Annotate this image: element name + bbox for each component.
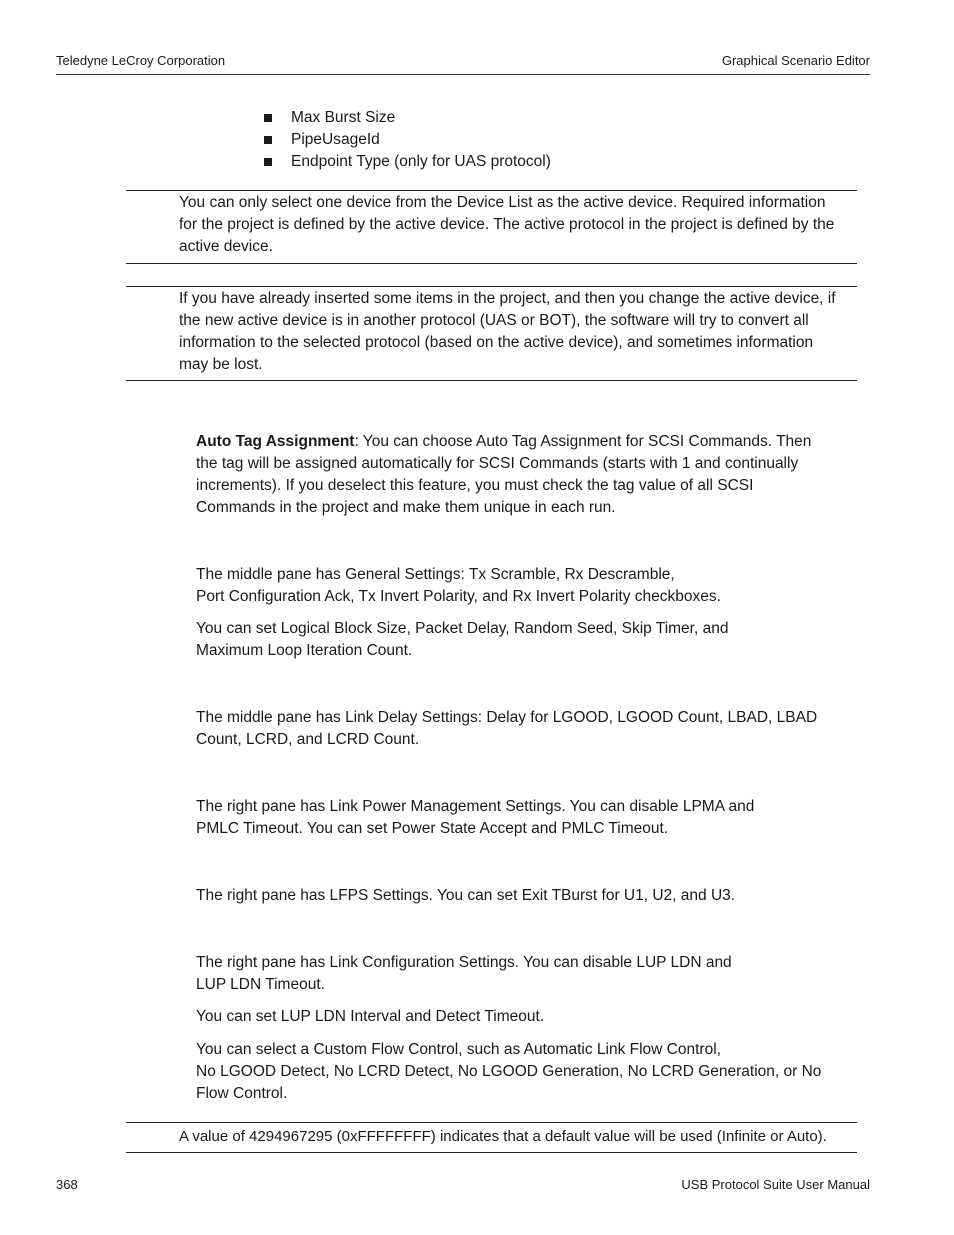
lup-ldn-paragraph: You can set LUP LDN Interval and Detect Timeout.: [196, 1008, 545, 1025]
link-delay-paragraph: The middle pane has Link Delay Settings: Delay for LGOOD, LGOOD Count, LBAD, LBAD Count, LCRD, and LCRD Count.: [196, 709, 818, 748]
auto-tag-paragraph: Auto Tag Assignment: You can choose Auto Tag Assignment for SCSI Commands. Then the tag will be assigned automatically for SCSI Commands (starts with 1 and continually increments). If you deselect this feature, you must check the tag value of all SCSI Commands in the project and make them unique in each run.: [196, 433, 812, 516]
logical-block-paragraph: You can set Logical Block Size, Packet Delay, Random Seed, Skip Timer, and Maximum Loop Iteration Count.: [196, 620, 729, 659]
general-settings-paragraph: The middle pane has General Settings: Tx Scramble, Rx Descramble, Port Configuration Ack, Tx Invert Polarity, and Rx Invert Polarity checkboxes.: [196, 566, 721, 605]
footer-manual-title: USB Protocol Suite User Manual: [681, 1177, 870, 1192]
list-item: Endpoint Type (only for UAS protocol): [264, 151, 551, 173]
list-item: Max Burst Size: [264, 107, 551, 129]
note-active-device: You can only select one device from the Device List as the active device. Required information for the project is defined by the active device. The active protocol in the project is defined by the active device.: [179, 194, 835, 255]
header-divider: [56, 74, 870, 75]
note-top-rule: [126, 286, 857, 287]
list-item: PipeUsageId: [264, 129, 551, 151]
note-bottom-rule: [126, 263, 857, 264]
header-section-title: Graphical Scenario Editor: [721, 53, 870, 68]
lfps-paragraph: The right pane has LFPS Settings. You can set Exit TBurst for U1, U2, and U3.: [196, 887, 736, 904]
link-config-paragraph: The right pane has Link Configuration Settings. You can disable LUP LDN and LUP LDN Timeout.: [196, 954, 732, 993]
bullet-list: [264, 107, 551, 173]
note-protocol-change: If you have already inserted some items in the project, and then you change the active device, if the new active device is in another protocol (UAS or BOT), the software will try to convert all information to the selected protocol (based on the active device), and sometimes information may be lost.: [179, 290, 836, 373]
square-bullet-icon: [264, 114, 272, 122]
flow-control-paragraph: You can select a Custom Flow Control, such as Automatic Link Flow Control, No LGOOD Detect, No LCRD Detect, No LGOOD Generation, No LCRD Generation, or No Flow Control.: [196, 1041, 822, 1102]
note-default-value: A value of 4294967295 (0xFFFFFFFF) indicates that a default value will be used (Infinite or Auto).: [179, 1128, 827, 1145]
square-bullet-icon: [264, 136, 272, 144]
page-number: 368: [56, 1177, 78, 1192]
header-company: Teledyne LeCroy Corporation: [56, 53, 226, 68]
auto-tag-term: Auto Tag Assignment: [196, 433, 355, 450]
note-bottom-rule: [126, 1152, 857, 1153]
note-top-rule: [126, 190, 857, 191]
square-bullet-icon: [264, 158, 272, 166]
note-top-rule: [126, 1122, 857, 1123]
note-bottom-rule: [126, 380, 857, 381]
link-power-paragraph: The right pane has Link Power Management Settings. You can disable LPMA and PMLC Timeout. You can set Power State Accept and PMLC Timeout.: [196, 798, 755, 837]
